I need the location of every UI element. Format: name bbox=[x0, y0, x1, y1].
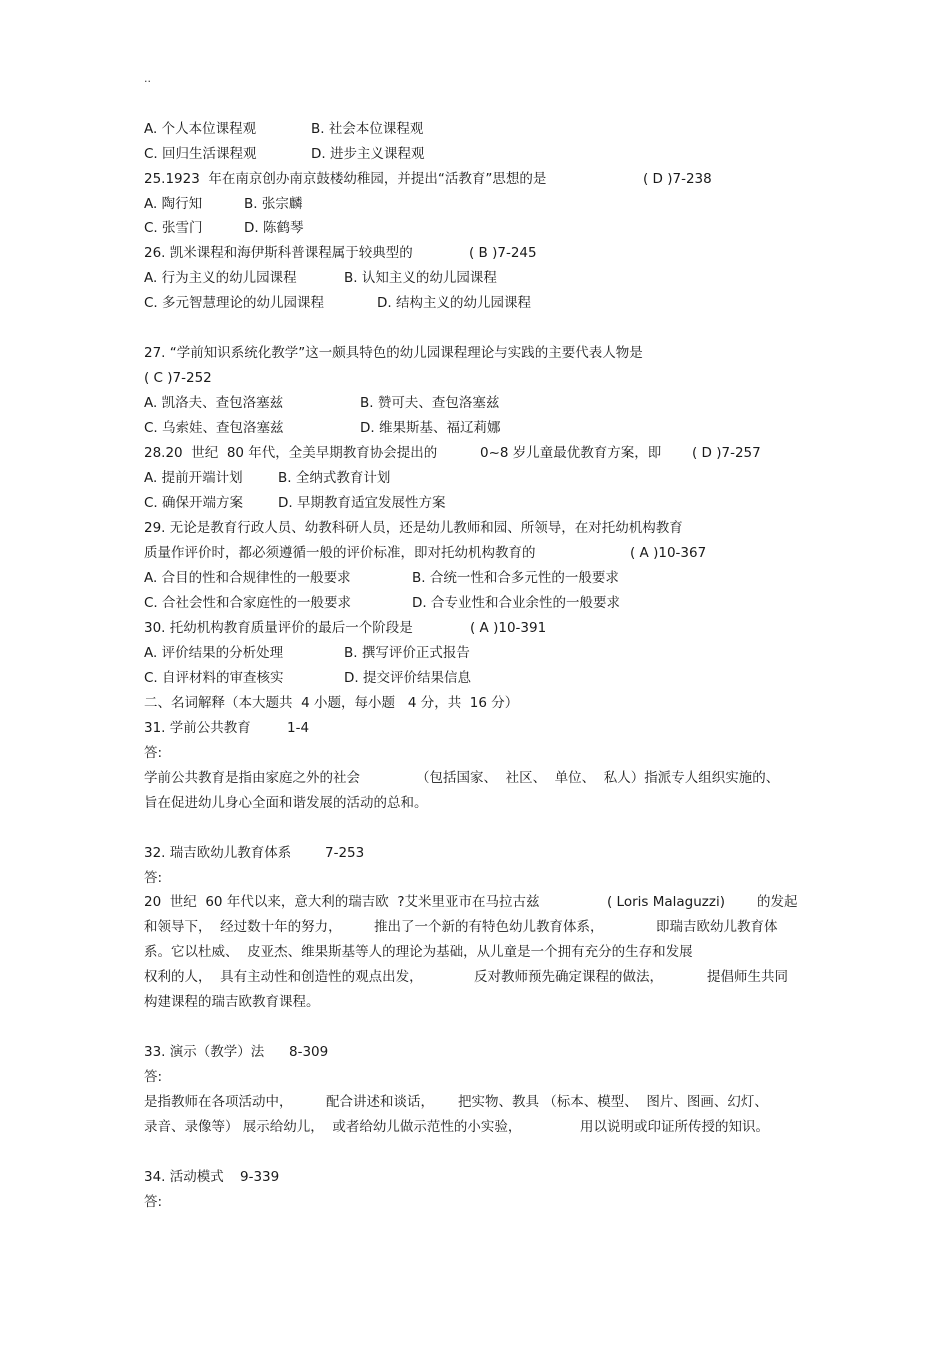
option-a: A. 凯洛夫、查包洛塞兹 bbox=[144, 395, 284, 411]
answer-text: 权利的人， 具有主动性和创造性的观点出发， bbox=[144, 969, 423, 985]
question-text: 质量作评价时，都必须遵循一般的评价标准，即对托幼机构教育的 bbox=[144, 545, 536, 561]
answer-label: 答: bbox=[144, 1194, 163, 1210]
question-text: 30. 托幼机构教育质量评价的最后一个阶段是 bbox=[144, 620, 413, 636]
option-c: C. 自评材料的审查核实 bbox=[144, 670, 284, 686]
option-a: A. 合目的性和合规律性的一般要求 bbox=[144, 570, 351, 586]
option-a: A. 提前开端计划 bbox=[144, 470, 243, 486]
option-a: A. 评价结果的分析处理 bbox=[144, 645, 284, 661]
option-b: B. 全纳式教育计划 bbox=[278, 470, 391, 486]
page-ref: 9-339 bbox=[240, 1169, 280, 1185]
answer-text: 反对教师预先确定课程的做法， bbox=[474, 969, 663, 985]
option-b: B. 社会本位课程观 bbox=[311, 121, 424, 137]
answer-text: 提倡师生共同 bbox=[707, 969, 788, 985]
answer-text: 是指教师在各项活动中， bbox=[144, 1094, 293, 1110]
option-a: A. 陶行知 bbox=[144, 196, 203, 212]
page-ref: 1-4 bbox=[287, 720, 310, 736]
option-c: C. 多元智慧理论的幼儿园课程 bbox=[144, 295, 325, 311]
answer-text: 20 世纪 60 年代以来，意大利的瑞吉欧 ?艾米里亚市在马拉古兹 bbox=[144, 894, 540, 910]
answer-text: 用以说明或印证所传授的知识。 bbox=[580, 1119, 769, 1135]
question-text: 28.20 世纪 80 年代，全美早期教育协会提出的 bbox=[144, 445, 438, 461]
option-c: C. 确保开端方案 bbox=[144, 495, 244, 511]
option-b: B. 赞可夫、查包洛塞兹 bbox=[360, 395, 500, 411]
answer-text: 旨在促进幼儿身心全面和谐发展的活动的总和。 bbox=[144, 795, 428, 811]
answer-text: 系。它以杜威、 皮亚杰、维果斯基等人的理论为基础，从儿童是一个拥有充分的生存和发展 bbox=[144, 944, 693, 960]
option-c: C. 乌索娃、查包洛塞兹 bbox=[144, 420, 284, 436]
option-d: D. 进步主义课程观 bbox=[311, 146, 425, 162]
answer-text: 推出了一个新的有特色幼儿教育体系， bbox=[374, 919, 604, 935]
option-d: D. 结构主义的幼儿园课程 bbox=[377, 295, 531, 311]
page-ref: 8-309 bbox=[289, 1044, 329, 1060]
answer-text: 配合讲述和谈话， bbox=[326, 1094, 434, 1110]
option-c: C. 张雪门 bbox=[144, 220, 203, 236]
answer-text: 和领导下， 经过数十年的努力， bbox=[144, 919, 342, 935]
section-title: 二、名词解释（本大题共 4 小题，每小题 4 分，共 16 分） bbox=[144, 695, 519, 711]
answer-key: ( B )7-245 bbox=[469, 245, 537, 261]
answer-label: 答: bbox=[144, 870, 163, 886]
answer-key: ( A )10-391 bbox=[470, 620, 547, 636]
answer-text: 学前公共教育是指由家庭之外的社会 bbox=[144, 770, 360, 786]
answer-text: 录音、录像等） 展示给幼儿， 或者给幼儿做示范性的小实验， bbox=[144, 1119, 522, 1135]
term-title: 34. 活动模式 bbox=[144, 1169, 224, 1185]
answer-text: 把实物、教具 （标本、模型、 图片、图画、幻灯、 bbox=[458, 1094, 768, 1110]
option-d: D. 维果斯基、福辽莉娜 bbox=[360, 420, 501, 436]
term-title: 31. 学前公共教育 bbox=[144, 720, 251, 736]
answer-text: 即瑞吉欧幼儿教育体 bbox=[656, 919, 778, 935]
q34-answer-label bbox=[144, 1193, 161, 1247]
option-b: B. 认知主义的幼儿园课程 bbox=[344, 270, 497, 286]
option-b: B. 合统一性和合多元性的一般要求 bbox=[412, 570, 619, 586]
answer-key: ( C )7-252 bbox=[144, 370, 212, 386]
q32-answer-line-5 bbox=[144, 993, 320, 1047]
option-d: D. 早期教育适宜发展性方案 bbox=[278, 495, 446, 511]
option-b: B. 张宗麟 bbox=[244, 196, 303, 212]
question-text: 29. 无论是教育行政人员、幼教科研人员，还是幼儿教师和园、所领导，在对托幼机构教育 bbox=[144, 520, 683, 536]
option-c: C. 合社会性和合家庭性的一般要求 bbox=[144, 595, 352, 611]
answer-label: 答: bbox=[144, 1069, 163, 1085]
answer-text: ( Loris Malaguzzi) bbox=[607, 894, 725, 910]
answer-key: ( D )7-257 bbox=[692, 445, 761, 461]
q31-answer-line-2 bbox=[144, 794, 428, 848]
option-d: D. 陈鹤琴 bbox=[244, 220, 304, 236]
answer-key: ( A )10-367 bbox=[630, 545, 707, 561]
page-ref: 7-253 bbox=[325, 845, 365, 861]
answer-text: 构建课程的瑞吉欧教育课程。 bbox=[144, 994, 320, 1010]
term-title: 32. 瑞吉欧幼儿教育体系 bbox=[144, 845, 292, 861]
option-c: C. 回归生活课程观 bbox=[144, 146, 257, 162]
header-mark: .. bbox=[144, 72, 151, 85]
option-a: A. 个人本位课程观 bbox=[144, 121, 257, 137]
answer-key: ( D )7-238 bbox=[643, 171, 712, 187]
option-b: B. 撰写评价正式报告 bbox=[344, 645, 470, 661]
answer-label: 答: bbox=[144, 745, 163, 761]
option-d: D. 合专业性和合业余性的一般要求 bbox=[412, 595, 620, 611]
question-text: 25.1923 年在南京创办南京鼓楼幼稚园，并提出“活教育”思想的是 bbox=[144, 171, 547, 187]
answer-text: 的发起 bbox=[757, 894, 798, 910]
option-a: A. 行为主义的幼儿园课程 bbox=[144, 270, 297, 286]
option-d: D. 提交评价结果信息 bbox=[344, 670, 471, 686]
question-text: 26. 凯米课程和海伊斯科普课程属于较典型的 bbox=[144, 245, 413, 261]
question-text: 27. “学前知识系统化教学”这一颇具特色的幼儿园课程理论与实践的主要代表人物是 bbox=[144, 345, 643, 361]
term-title: 33. 演示（教学）法 bbox=[144, 1044, 265, 1060]
question-text-cont: 0~8 岁儿童最优教育方案，即 bbox=[480, 445, 662, 461]
answer-text: （包括国家、 社区、 单位、 私人）指派专人组织实施的、 bbox=[416, 770, 780, 786]
